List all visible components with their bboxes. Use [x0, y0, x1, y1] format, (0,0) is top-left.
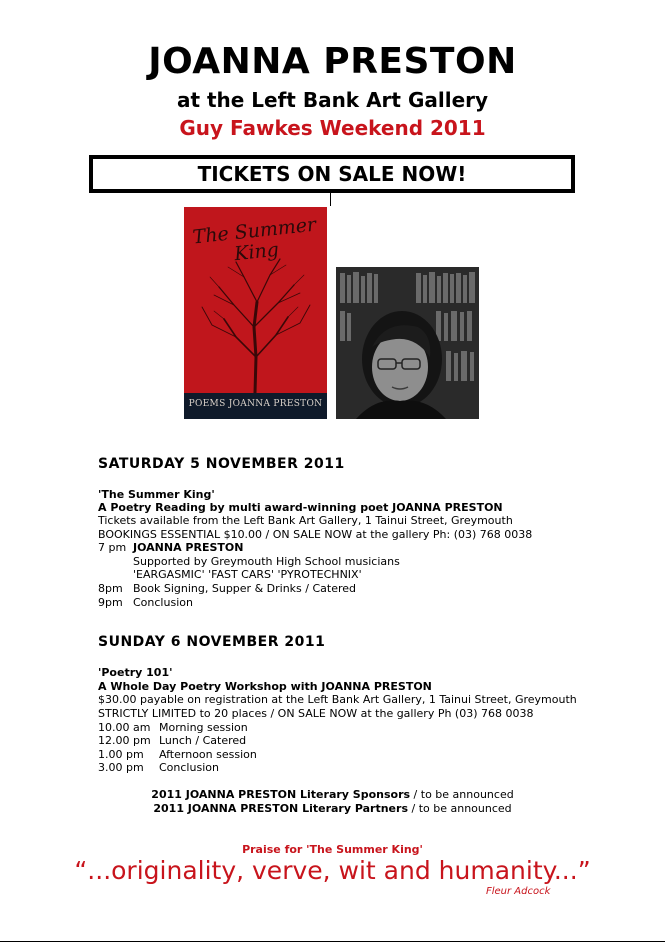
schedule-desc: JOANNA PRESTON: [133, 541, 244, 554]
saturday-show-title: 'The Summer King': [98, 488, 215, 501]
schedule-time: 9pm: [98, 596, 123, 609]
schedule-time: 10.00 am: [98, 721, 151, 734]
schedule-time: 1.00 pm: [98, 748, 144, 761]
schedule-desc: Conclusion: [159, 761, 219, 774]
page-bottom-divider: [0, 941, 665, 942]
sunday-heading: SUNDAY 6 NOVEMBER 2011: [98, 634, 326, 650]
schedule-time: 3.00 pm: [98, 761, 144, 774]
sunday-show-title: 'Poetry 101': [98, 666, 173, 679]
schedule-time: 12.00 pm: [98, 734, 151, 747]
book-cover-image: [184, 207, 327, 419]
schedule-desc: Supported by Greymouth High School musicians: [133, 555, 400, 568]
sponsors-status: / to be announced: [410, 788, 514, 801]
partners-label: 2011 JOANNA PRESTON Literary Partners: [153, 802, 408, 815]
event-subtitle: Guy Fawkes Weekend 2011: [179, 116, 486, 140]
tickets-banner: TICKETS ON SALE NOW!: [89, 155, 575, 193]
schedule-desc: Afternoon session: [159, 748, 257, 761]
author-photo: [336, 267, 479, 419]
schedule-desc: Morning session: [159, 721, 248, 734]
schedule-desc: 'EARGASMIC' 'FAST CARS' 'PYROTECHNIX': [133, 568, 362, 581]
quote-attribution: Fleur Adcock: [486, 886, 551, 897]
saturday-heading: SATURDAY 5 NOVEMBER 2011: [98, 456, 345, 472]
sunday-payment-line: $30.00 payable on registration at the Left Bank Art Gallery, 1 Tainui Street, Greymouth: [98, 693, 577, 706]
sunday-limit-line: STRICTLY LIMITED to 20 places / ON SALE NOW at the gallery Ph (03) 768 0038: [98, 707, 534, 720]
schedule-desc: Lunch / Catered: [159, 734, 247, 747]
venue-subtitle: at the Left Bank Art Gallery: [176, 88, 489, 112]
saturday-show-desc: A Poetry Reading by multi award-winning poet JOANNA PRESTON: [98, 501, 503, 514]
praise-label: Praise for 'The Summer King': [242, 843, 423, 856]
schedule-desc: Book Signing, Supper & Drinks / Catered: [133, 582, 357, 595]
sponsors-line: [0, 788, 665, 802]
schedule-time: 7 pm: [98, 541, 127, 554]
saturday-tickets-line: Tickets available from the Left Bank Art Gallery, 1 Tainui Street, Greymouth: [98, 514, 513, 527]
partners-line: [0, 802, 665, 816]
sunday-show-desc: A Whole Day Poetry Workshop with JOANNA PRESTON: [98, 680, 432, 693]
book-cover-title: The Summer King: [191, 213, 318, 266]
schedule-desc: Conclusion: [133, 596, 193, 609]
schedule-time: 8pm: [98, 582, 123, 595]
page-title: JOANNA PRESTON: [148, 41, 517, 82]
praise-quote: “...originality, verve, wit and humanity...”: [74, 856, 591, 885]
book-cover-author: POEMS JOANNA PRESTON: [188, 399, 323, 409]
saturday-bookings-line: BOOKINGS ESSENTIAL $10.00 / ON SALE NOW at the gallery Ph: (03) 768 0038: [98, 528, 533, 541]
sponsors-label: 2011 JOANNA PRESTON Literary Sponsors: [151, 788, 411, 801]
partners-status: / to be announced: [408, 802, 512, 815]
author-photo-illustration: [336, 267, 479, 419]
divider-tick: [330, 193, 331, 206]
